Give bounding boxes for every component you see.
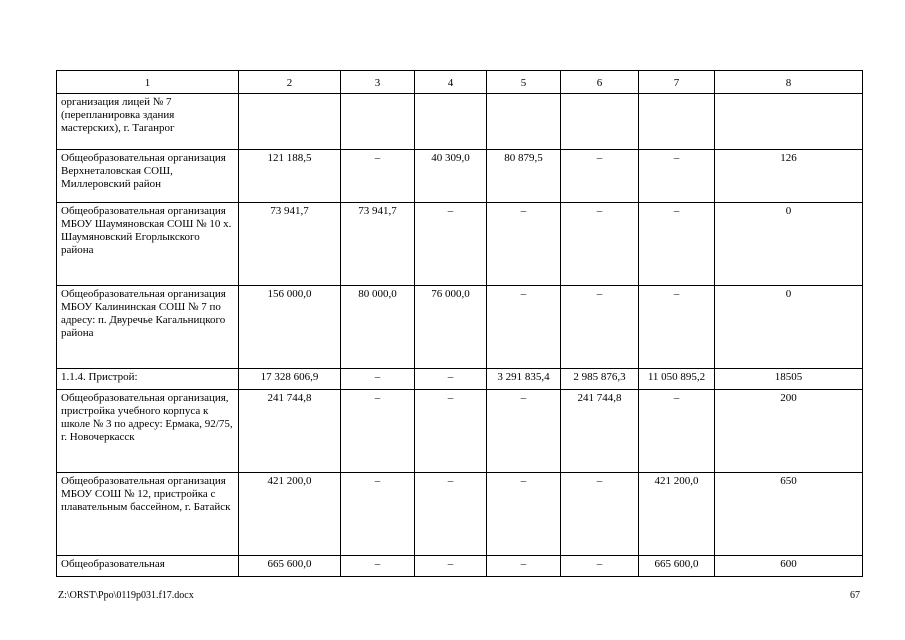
cell-value: 126 xyxy=(715,150,863,203)
column-number: 2 xyxy=(239,71,341,94)
cell-value: – xyxy=(639,286,715,369)
table-row xyxy=(57,94,863,150)
row-name: Общеобразовательная организация МБОУ Калининская СОШ № 7 по адресу: п. Двуречье Кагальницкого района xyxy=(57,286,239,369)
cell-value: 665 600,0 xyxy=(639,556,715,577)
cell-value: – xyxy=(415,203,487,286)
cell-value: 18505 xyxy=(715,369,863,390)
cell-value: – xyxy=(415,390,487,473)
row-name: Общеобразовательная организация, пристройка учебного корпуса к школе № 3 по адресу: Ермака, 92/75, г. Новочеркасск xyxy=(57,390,239,473)
cell-value: – xyxy=(415,556,487,577)
cell-value: 241 744,8 xyxy=(561,390,639,473)
column-number: 8 xyxy=(715,71,863,94)
cell-value: 121 188,5 xyxy=(239,150,341,203)
column-number: 3 xyxy=(341,71,415,94)
cell-value: 0 xyxy=(715,286,863,369)
cell-value: – xyxy=(341,369,415,390)
cell-value xyxy=(487,94,561,150)
row-name: Общеобразовательная организация Верхнеталовская СОШ, Миллеровский район xyxy=(57,150,239,203)
cell-value: 80 879,5 xyxy=(487,150,561,203)
cell-value xyxy=(561,94,639,150)
cell-value: – xyxy=(487,286,561,369)
table-row xyxy=(57,203,863,286)
table-row xyxy=(57,473,863,556)
cell-value: – xyxy=(487,473,561,556)
cell-value: 11 050 895,2 xyxy=(639,369,715,390)
cell-value: 650 xyxy=(715,473,863,556)
row-name: 1.1.4. Пристрой: xyxy=(57,369,239,390)
column-number: 5 xyxy=(487,71,561,94)
table-row xyxy=(57,369,863,390)
footer-file-path: Z:\ORST\Ppo\0119p031.f17.docx xyxy=(58,590,194,601)
cell-value xyxy=(239,94,341,150)
cell-value: 2 985 876,3 xyxy=(561,369,639,390)
cell-value: – xyxy=(341,150,415,203)
cell-value: 76 000,0 xyxy=(415,286,487,369)
column-number: 4 xyxy=(415,71,487,94)
cell-value: – xyxy=(341,390,415,473)
cell-value: – xyxy=(561,473,639,556)
cell-value: 17 328 606,9 xyxy=(239,369,341,390)
cell-value: 600 xyxy=(715,556,863,577)
cell-value: 200 xyxy=(715,390,863,473)
cell-value xyxy=(715,94,863,150)
cell-value: – xyxy=(341,556,415,577)
cell-value: – xyxy=(415,369,487,390)
cell-value: – xyxy=(415,473,487,556)
cell-value: 73 941,7 xyxy=(341,203,415,286)
cell-value: 3 291 835,4 xyxy=(487,369,561,390)
cell-value: 80 000,0 xyxy=(341,286,415,369)
cell-value xyxy=(639,94,715,150)
row-name: Общеобразовательная xyxy=(57,556,239,577)
table-row xyxy=(57,150,863,203)
cell-value: – xyxy=(561,203,639,286)
cell-value: – xyxy=(487,390,561,473)
row-name: организация лицей № 7 (перепланировка здания мастерских), г. Таганрог xyxy=(57,94,239,150)
cell-value: 156 000,0 xyxy=(239,286,341,369)
cell-value: 40 309,0 xyxy=(415,150,487,203)
cell-value: – xyxy=(639,150,715,203)
table-row xyxy=(57,286,863,369)
cell-value: – xyxy=(561,150,639,203)
budget-table xyxy=(56,70,863,577)
table-row xyxy=(57,390,863,473)
cell-value: 421 200,0 xyxy=(639,473,715,556)
cell-value: – xyxy=(639,390,715,473)
table-header-row xyxy=(57,71,863,94)
row-name: Общеобразовательная организация МБОУ СОШ № 12, пристройка с плавательным бассейном, г. Батайск xyxy=(57,473,239,556)
column-number: 6 xyxy=(561,71,639,94)
row-name: Общеобразовательная организация МБОУ Шаумяновская СОШ № 10 х. Шаумяновский Егорлыкского района xyxy=(57,203,239,286)
page-number: 67 xyxy=(850,590,860,601)
cell-value: 73 941,7 xyxy=(239,203,341,286)
cell-value: – xyxy=(487,556,561,577)
cell-value: 0 xyxy=(715,203,863,286)
cell-value: – xyxy=(561,556,639,577)
cell-value: – xyxy=(561,286,639,369)
table-row xyxy=(57,556,863,577)
cell-value: 665 600,0 xyxy=(239,556,341,577)
column-number: 1 xyxy=(57,71,239,94)
cell-value: 241 744,8 xyxy=(239,390,341,473)
cell-value: – xyxy=(487,203,561,286)
cell-value: – xyxy=(639,203,715,286)
cell-value: – xyxy=(341,473,415,556)
column-number: 7 xyxy=(639,71,715,94)
cell-value xyxy=(341,94,415,150)
cell-value: 421 200,0 xyxy=(239,473,341,556)
cell-value xyxy=(415,94,487,150)
